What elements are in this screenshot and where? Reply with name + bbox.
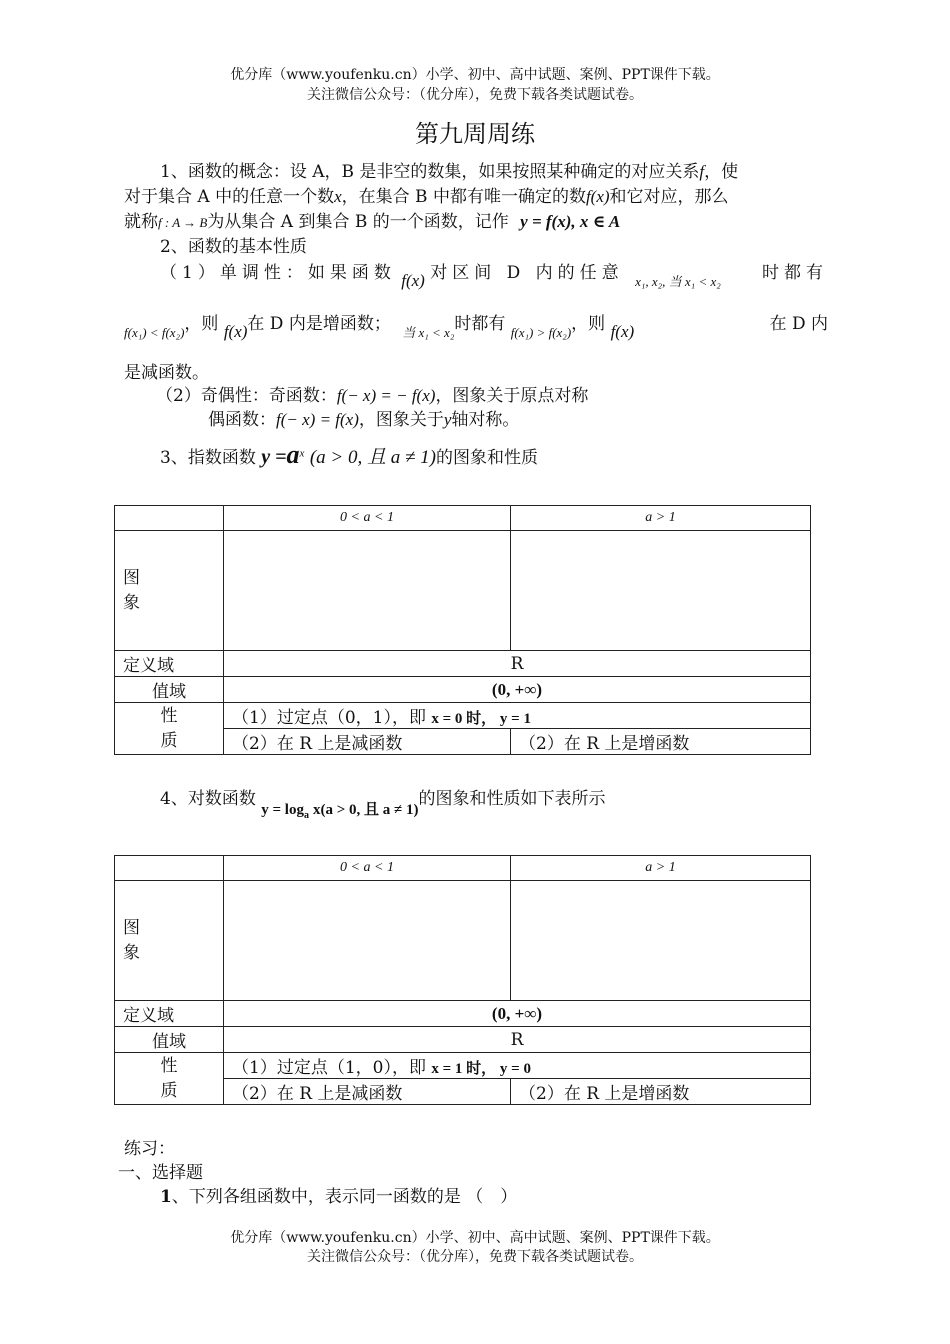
page-title: 第九周周练 <box>415 120 535 148</box>
footer-line-1: 优分库（www.youfenku.cn）小学、初中、高中试题、案例、PPT课件下载。 <box>230 1230 720 1246</box>
logarithm-heading: 4、对数函数 $y = \log_a x(a > 0$, 且 a ≠ 1)的图象和性质如下表所示 <box>160 789 606 821</box>
properties-heading: 2、函数的基本性质 <box>160 237 307 257</box>
log-row-graph-label: 图 象 <box>115 881 224 1001</box>
exp-range-value: (0, +∞) <box>224 677 811 703</box>
exp-property-1: （1）过定点（0，1），即 x = 0 时， y = 1 <box>224 703 811 729</box>
exp-col-header-1: 0 < a < 1 <box>224 506 511 531</box>
log-graph-cell-1 <box>224 881 511 1001</box>
concept-line-2: 对于集合 A 中的任意一个数x，在集合 B 中都有唯一确定的数f(x)和它对应，那么 <box>124 187 729 207</box>
concept-line-3: 就称f : A → B为从集合 A 到集合 B 的一个函数，记作 y = f(x), x ∈ A <box>124 212 621 232</box>
log-domain-value: (0, +∞) <box>224 1001 811 1027</box>
exp-graph-cell-2 <box>511 531 811 651</box>
monotonic-line-1: （1）单调性：如果函数 f(x) 对区间 D 内的任意 $_{x_1, x_2, 当 x_1 < x_2}$ 时都有 <box>160 263 828 290</box>
header-line-1: 优分库（www.youfenku.cn）小学、初中、高中试题、案例、PPT课件下载。 <box>230 67 720 83</box>
log-property-1: （1）过定点（1，0），即 x = 1 时， y = 0 <box>224 1053 811 1079</box>
footer-line-2: 关注微信公众号：（优分库），免费下载各类试题试卷。 <box>307 1249 643 1265</box>
exercise-title: 练习： <box>124 1139 175 1159</box>
monotonic-line-2: $_{f(x_1) < f(x_2)}$，则 f(x)在 D 内是增函数； $_{当 x_1 < x_2}$时都有 $_{f(x_1) > f(x_2)}$，则 f(x) 在 D 内 <box>124 314 828 341</box>
exp-property-label: 性 质 <box>115 703 224 755</box>
exp-property-2-left: （2）在 R 上是减函数 <box>224 729 511 755</box>
exp-property-2-right: （2）在 R 上是增函数 <box>511 729 811 755</box>
exp-graph-cell-1 <box>224 531 511 651</box>
exp-row-graph-label: 图 象 <box>115 531 224 651</box>
parity-even: 偶函数：f(− x) = f(x)，图象关于y轴对称。 <box>208 410 520 430</box>
log-property-2-left: （2）在 R 上是减函数 <box>224 1079 511 1105</box>
exponential-heading: 3、指数函数 $y =a^x$ (a > 0, 且 a ≠ 1)的图象和性质 <box>160 440 538 469</box>
log-graph-cell-2 <box>511 881 811 1001</box>
concept-line-1: 1、函数的概念：设 A，B 是非空的数集，如果按照某种确定的对应关系f，使 <box>160 162 739 182</box>
log-property-2-right: （2）在 R 上是增函数 <box>511 1079 811 1105</box>
monotonic-line-3: 是减函数。 <box>124 363 209 383</box>
logarithm-table <box>114 855 811 1105</box>
exp-range-label: 值域 <box>115 677 224 703</box>
exp-domain-value: R <box>224 651 811 677</box>
exp-domain-label: 定义域 <box>115 651 224 677</box>
log-domain-label: 定义域 <box>115 1001 224 1027</box>
question-1: 1、下列各组函数中，表示同一函数的是 （ ） <box>160 1187 518 1207</box>
exercise-part-heading: 一、选择题 <box>118 1163 203 1183</box>
log-range-value: R <box>224 1027 811 1053</box>
header-line-2: 关注微信公众号：（优分库），免费下载各类试题试卷。 <box>307 87 643 103</box>
log-col-header-2: a > 1 <box>511 856 811 881</box>
parity-odd: （2）奇偶性：奇函数：f(− x) = − f(x)，图象关于原点对称 <box>156 386 589 406</box>
exp-col-header-2: a > 1 <box>511 506 811 531</box>
log-col-header-1: 0 < a < 1 <box>224 856 511 881</box>
log-property-label: 性 质 <box>115 1053 224 1105</box>
log-range-label: 值域 <box>115 1027 224 1053</box>
exponential-table <box>114 505 811 755</box>
